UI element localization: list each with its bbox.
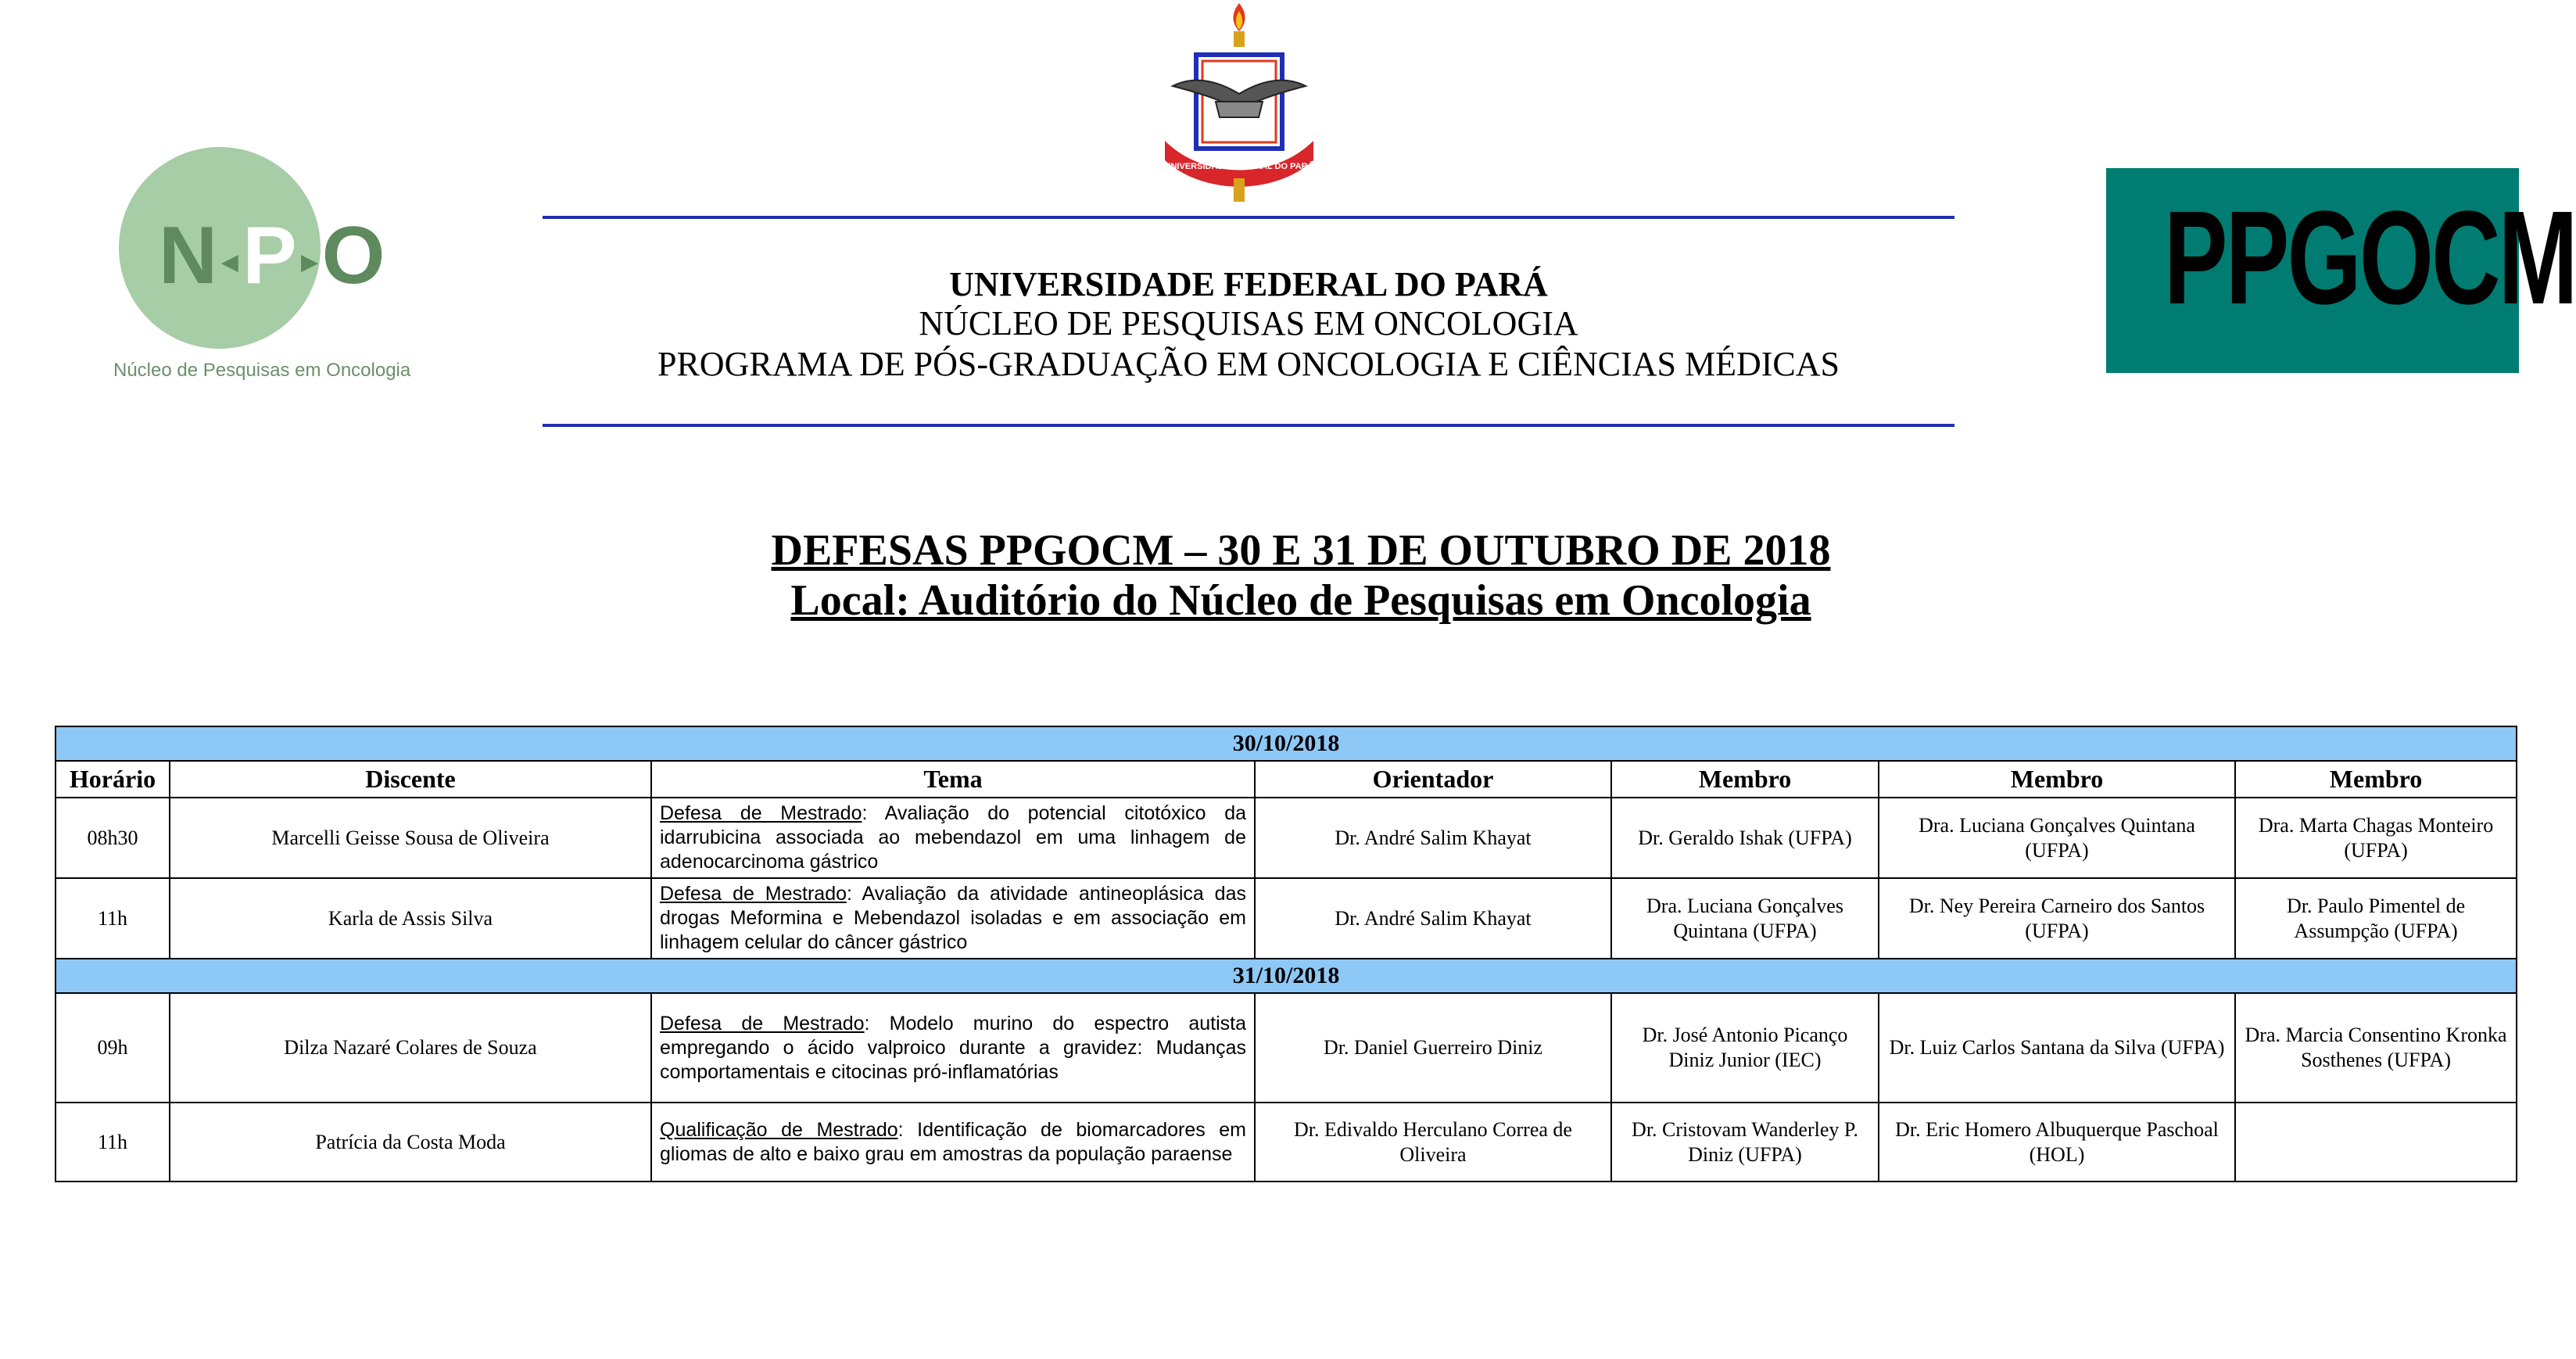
ppgocm-logo-text: PPGOCM — [2163, 184, 2576, 332]
membro-cell: Dr. José Antonio Picanço Diniz Junior (IEC) — [1611, 993, 1879, 1103]
npo-logo-letters: N◂P▸O — [159, 210, 390, 301]
date-row — [56, 959, 2517, 993]
document-location: Local: Auditório do Núcleo de Pesquisas em Oncologia — [790, 576, 1811, 625]
npo-logo — [113, 147, 411, 389]
tema-kind: Defesa de Mestrado — [660, 883, 847, 905]
column-header-membro: Membro — [1879, 761, 2235, 798]
tema-kind: Defesa de Mestrado — [660, 1012, 865, 1034]
tema-cell — [651, 798, 1255, 878]
membro-cell: Dr. Paulo Pimentel de Assumpção (UFPA) — [2235, 878, 2517, 959]
column-header-orientador: Orientador — [1255, 761, 1611, 798]
column-header-discente: Discente — [170, 761, 651, 798]
discente-cell: Marcelli Geisse Sousa de Oliveira — [170, 798, 651, 878]
horario-cell: 11h — [56, 878, 170, 959]
column-header-horario: Horário — [56, 761, 170, 798]
header-university: UNIVERSIDADE FEDERAL DO PARÁ — [949, 265, 1548, 303]
membro-cell: Dr. Geraldo Ishak (UFPA) — [1611, 798, 1879, 878]
orientador-cell: Dr. Daniel Guerreiro Diniz — [1255, 993, 1611, 1103]
orientador-cell: Dr. André Salim Khayat — [1255, 798, 1611, 878]
tema-text: : Avaliação do potencial citotóxico da idarrubicina associada ao mebendazol em uma linhagem de adenocarcinoma gástrico — [660, 802, 1246, 873]
tema-kind: Qualificação de Mestrado — [660, 1118, 898, 1141]
membro-cell: Dra. Marcia Consentino Kronka Sosthenes (UFPA) — [2235, 993, 2517, 1103]
membro-cell — [2235, 1103, 2517, 1182]
table-row — [56, 878, 2517, 959]
horario-cell: 08h30 — [56, 798, 170, 878]
orientador-cell: Dr. André Salim Khayat — [1255, 878, 1611, 959]
schedule-table — [55, 726, 2517, 1182]
document-title: DEFESAS PPGOCM – 30 E 31 DE OUTUBRO DE 2018 — [771, 526, 1831, 575]
date-row — [56, 726, 2517, 761]
header-nucleus: NÚCLEO DE PESQUISAS EM ONCOLOGIA — [919, 304, 1578, 342]
membro-cell: Dra. Marta Chagas Monteiro (UFPA) — [2235, 798, 2517, 878]
tema-cell — [651, 993, 1255, 1103]
discente-cell: Dilza Nazaré Colares de Souza — [170, 993, 651, 1103]
membro-cell: Dr. Eric Homero Albuquerque Paschoal (HOL) — [1879, 1103, 2235, 1182]
discente-cell: Patrícia da Costa Moda — [170, 1103, 651, 1182]
table-row — [56, 1103, 2517, 1182]
table-row — [56, 798, 2517, 878]
tema-text: : Identificação de biomarcadores em gliomas de alto e baixo grau em amostras da população paraense — [660, 1118, 1246, 1165]
column-header-membro: Membro — [1611, 761, 1879, 798]
date-cell: 30/10/2018 — [56, 726, 2517, 761]
horario-cell: 09h — [56, 993, 170, 1103]
table-row — [56, 993, 2517, 1103]
date-cell: 31/10/2018 — [56, 959, 2517, 993]
header-program: PROGRAMA DE PÓS-GRADUAÇÃO EM ONCOLOGIA E CIÊNCIAS MÉDICAS — [657, 345, 1840, 383]
membro-cell: Dr. Luiz Carlos Santana da Silva (UFPA) — [1879, 993, 2235, 1103]
discente-cell: Karla de Assis Silva — [170, 878, 651, 959]
tema-text: : Modelo murino do espectro autista empregando o ácido valproico durante a gravidez: Mudanças comportamentais e citocinas pró-inflamatórias — [660, 1012, 1247, 1083]
tema-cell — [651, 1103, 1255, 1182]
header-rule-top — [543, 216, 1954, 219]
ufpa-crest — [1149, 0, 1329, 205]
tema-text: : Avaliação da atividade antineoplásica das drogas Meformina e Mebendazol isoladas e em associação em linhagem celular do câncer gástrico — [660, 883, 1246, 953]
npo-logo-caption: Núcleo de Pesquisas em Oncologia — [113, 360, 411, 381]
crest-ribbon-text: UNIVERSIDADE FEDERAL DO PARÁ — [1164, 162, 1314, 171]
ppgocm-logo — [2106, 168, 2576, 373]
column-header-row — [56, 761, 2517, 798]
column-header-tema: Tema — [651, 761, 1255, 798]
tema-kind: Defesa de Mestrado — [660, 802, 862, 824]
header-rule-bottom — [543, 424, 1954, 427]
tema-cell — [651, 878, 1255, 959]
membro-cell: Dr. Ney Pereira Carneiro dos Santos (UFPA) — [1879, 878, 2235, 959]
orientador-cell: Dr. Edivaldo Herculano Correa de Oliveira — [1255, 1103, 1611, 1182]
membro-cell: Dra. Luciana Gonçalves Quintana (UFPA) — [1611, 878, 1879, 959]
horario-cell: 11h — [56, 1103, 170, 1182]
column-header-membro: Membro — [2235, 761, 2517, 798]
membro-cell: Dra. Luciana Gonçalves Quintana (UFPA) — [1879, 798, 2235, 878]
membro-cell: Dr. Cristovam Wanderley P. Diniz (UFPA) — [1611, 1103, 1879, 1182]
